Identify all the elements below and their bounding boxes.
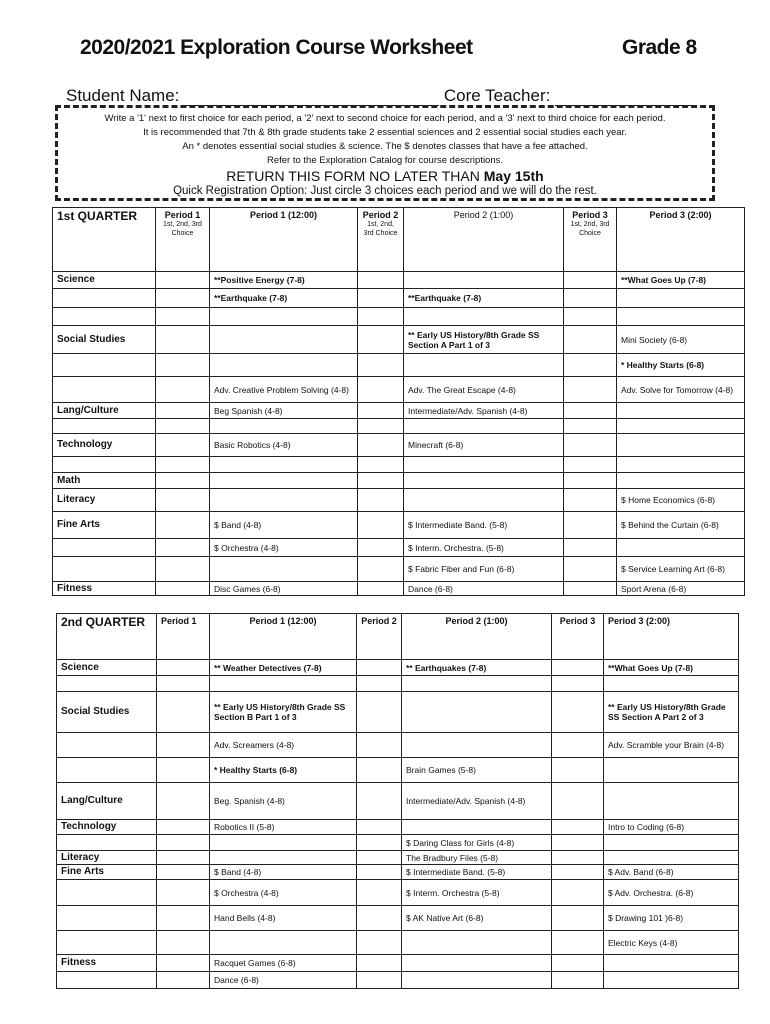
period-3-choice-header: Period 3 1st, 2nd, 3rd Choice	[564, 208, 617, 272]
period-1-choice-cell[interactable]	[157, 972, 210, 989]
period-2-choice-cell[interactable]	[357, 820, 402, 835]
period-2-course-cell	[404, 457, 564, 473]
period-3-choice-cell[interactable]	[552, 906, 604, 931]
period-3-choice-cell[interactable]	[552, 820, 604, 835]
period-3-choice-cell[interactable]	[552, 660, 604, 676]
period-2-choice-cell[interactable]	[358, 457, 404, 473]
period-2-course-cell	[402, 692, 552, 733]
period-2-choice-cell[interactable]	[357, 865, 402, 880]
period-3-course-cell	[617, 289, 745, 308]
table-row	[57, 906, 739, 931]
table-row	[53, 403, 745, 419]
period-1-choice-cell[interactable]	[156, 403, 210, 419]
period-3-course-cell	[604, 835, 739, 851]
period-2-course-cell	[404, 354, 564, 377]
period-3-course-cell: Adv. Solve for Tomorrow (4-8)	[617, 377, 745, 403]
period-1-course-cell: ** Weather Detectives (7-8)	[210, 660, 357, 676]
period-1-course-cell	[210, 473, 358, 489]
period-1-choice-cell[interactable]	[156, 434, 210, 457]
subject-cell: Literacy	[53, 489, 156, 512]
period-3-choice-cell[interactable]	[564, 582, 617, 596]
period-1-choice-cell[interactable]	[156, 557, 210, 582]
period-1-course-cell	[210, 557, 358, 582]
period-1-course-cell: Disc Games (6-8)	[210, 582, 358, 596]
period-3-course-cell: ** Early US History/8th Grade SS Section A Part 2 of 3	[604, 692, 739, 733]
period-3-course-cell	[617, 434, 745, 457]
period-1-course-cell: Adv. Creative Problem Solving (4-8)	[210, 377, 358, 403]
period-1-choice-cell[interactable]	[156, 289, 210, 308]
period-3-course-cell: **What Goes Up (7-8)	[604, 660, 739, 676]
period-2-choice-cell[interactable]	[357, 783, 402, 820]
subject-cell: Fine Arts	[53, 512, 156, 539]
subject-cell	[53, 377, 156, 403]
table-row	[53, 289, 745, 308]
period-2-course-cell	[402, 733, 552, 758]
period-1-course-cell	[210, 419, 358, 434]
period-2-course-cell	[404, 489, 564, 512]
period-3-choice-cell[interactable]	[552, 972, 604, 989]
period-2-choice-cell[interactable]	[358, 557, 404, 582]
period-1-course-cell: Racquet Games (6-8)	[210, 955, 357, 972]
subject-cell: Fitness	[57, 955, 157, 972]
period-3-choice-header: Period 3	[552, 614, 604, 660]
period-2-choice-cell[interactable]	[358, 512, 404, 539]
table-row	[57, 676, 739, 692]
period-2-choice-cell[interactable]	[358, 434, 404, 457]
period-3-course-cell	[604, 783, 739, 820]
subject-cell	[57, 972, 157, 989]
period-1-course-cell	[210, 457, 358, 473]
subject-cell	[57, 906, 157, 931]
period-3-course-cell: $ Home Economics (6-8)	[617, 489, 745, 512]
period-3-course-cell: * Healthy Starts (6-8)	[617, 354, 745, 377]
subject-cell: Social Studies	[53, 326, 156, 354]
instruction-line: An * denotes essential social studies & science. The $ denotes classes that have a fee attached.	[182, 141, 588, 152]
subject-cell	[53, 289, 156, 308]
period-3-choice-cell[interactable]	[552, 931, 604, 955]
period-2-course-cell	[402, 676, 552, 692]
period-3-choice-cell[interactable]	[552, 758, 604, 783]
name-line	[66, 86, 706, 106]
period-3-course-cell: **What Goes Up (7-8)	[617, 272, 745, 289]
period-2-choice-cell[interactable]	[357, 931, 402, 955]
instruction-line: It is recommended that 7th & 8th grade students take 2 essential sciences and 2 essential social studies each year.	[143, 127, 627, 138]
period-2-choice-cell[interactable]	[357, 733, 402, 758]
table-row	[53, 272, 745, 289]
period-1-course-cell: $ Orchestra (4-8)	[210, 880, 357, 906]
period-3-choice-cell[interactable]	[564, 457, 617, 473]
period-2-course-cell: Intermediate/Adv. Spanish (4-8)	[402, 783, 552, 820]
period-3-course-cell	[617, 457, 745, 473]
period-3-course-cell	[617, 539, 745, 557]
period-1-choice-cell[interactable]	[156, 457, 210, 473]
worksheet-title: 2020/2021 Exploration Course Worksheet	[80, 36, 473, 59]
subject-cell: Social Studies	[57, 692, 157, 733]
table-row	[57, 660, 739, 676]
period-2-course-cell	[402, 931, 552, 955]
table-row	[57, 851, 739, 865]
table-row	[57, 692, 739, 733]
return-date: May 15th	[483, 168, 544, 184]
period-3-choice-cell[interactable]	[564, 512, 617, 539]
period-2-course-cell	[402, 820, 552, 835]
period-3-course-cell	[617, 403, 745, 419]
period-1-choice-cell[interactable]	[156, 308, 210, 326]
period-1-course-cell: Beg. Spanish (4-8)	[210, 783, 357, 820]
table-row	[53, 419, 745, 434]
period-2-course-cell: Minecraft (6-8)	[404, 434, 564, 457]
period-3-choice-cell[interactable]	[552, 692, 604, 733]
period-3-choice-cell[interactable]	[552, 676, 604, 692]
period-3-course-cell	[604, 758, 739, 783]
period-1-choice-header: Period 1	[157, 614, 210, 660]
period-1-course-cell: ** Early US History/8th Grade SS Section B Part 1 of 3	[210, 692, 357, 733]
table-row	[53, 512, 745, 539]
period-2-course-cell: Brain Games (5-8)	[402, 758, 552, 783]
period-3-course-cell: $ Drawing 101 )6-8)	[604, 906, 739, 931]
subject-cell	[57, 733, 157, 758]
instruction-line: Refer to the Exploration Catalog for course descriptions.	[266, 155, 504, 166]
period-1-choice-cell[interactable]	[157, 865, 210, 880]
subject-cell: Technology	[53, 434, 156, 457]
period-3-choice-cell[interactable]	[564, 326, 617, 354]
period-3-course-cell	[617, 419, 745, 434]
period-3-choice-cell[interactable]	[552, 783, 604, 820]
table-row	[57, 820, 739, 835]
period-1-course-cell: $ Band (4-8)	[210, 865, 357, 880]
student-name-field[interactable]	[184, 89, 439, 106]
period-2-course-cell	[404, 419, 564, 434]
period-2-course-cell	[402, 955, 552, 972]
table-row	[53, 489, 745, 512]
period-2-course-cell: $ Intermediate Band. (5-8)	[404, 512, 564, 539]
period-1-choice-cell[interactable]	[156, 512, 210, 539]
period-2-choice-header: Period 2 1st, 2nd, 3rd Choice	[358, 208, 404, 272]
table-row	[57, 783, 739, 820]
period-1-choice-cell[interactable]	[156, 582, 210, 596]
table-row	[53, 377, 745, 403]
period-2-course-cell	[404, 473, 564, 489]
subject-cell	[53, 419, 156, 434]
period-1-course-cell: **Positive Energy (7-8)	[210, 272, 358, 289]
table-row	[57, 733, 739, 758]
subject-cell	[53, 457, 156, 473]
period-1-course-cell	[210, 835, 357, 851]
period-3-course-cell	[617, 473, 745, 489]
quarter-label: 2nd QUARTER	[57, 614, 157, 660]
period-2-course-cell: Adv. The Great Escape (4-8)	[404, 377, 564, 403]
table-row	[57, 931, 739, 955]
period-2-choice-cell[interactable]	[358, 308, 404, 326]
period-3-choice-cell[interactable]	[552, 835, 604, 851]
period-2-course-cell: $ Interm. Orchestra (5-8)	[402, 880, 552, 906]
period-1-header: Period 1 (12:00)	[210, 208, 358, 272]
period-3-choice-cell[interactable]	[552, 733, 604, 758]
period-1-course-cell	[210, 354, 358, 377]
subject-cell: Technology	[57, 820, 157, 835]
table-row	[57, 758, 739, 783]
period-2-course-cell: Intermediate/Adv. Spanish (4-8)	[404, 403, 564, 419]
period-1-choice-cell[interactable]	[157, 660, 210, 676]
period-2-course-cell: Dance (6-8)	[404, 582, 564, 596]
period-3-course-cell: $ Behind the Curtain (6-8)	[617, 512, 745, 539]
period-2-choice-cell[interactable]	[357, 880, 402, 906]
subject-cell: Fine Arts	[57, 865, 157, 880]
table-row	[53, 557, 745, 582]
return-deadline	[58, 168, 712, 185]
period-2-choice-cell[interactable]	[357, 955, 402, 972]
table-row	[53, 457, 745, 473]
period-3-choice-cell[interactable]	[564, 419, 617, 434]
period-2-choice-cell[interactable]	[357, 835, 402, 851]
period-3-course-cell	[604, 955, 739, 972]
period-2-course-cell: **Earthquake (7-8)	[404, 289, 564, 308]
quarter-2-table	[56, 613, 739, 989]
period-3-choice-cell[interactable]	[564, 354, 617, 377]
table-row	[53, 354, 745, 377]
quick-registration-note: Quick Registration Option: Just circle 3 choices each period and we will do the rest.	[173, 185, 597, 197]
period-1-choice-cell[interactable]	[157, 676, 210, 692]
period-2-course-cell: $ Fabric Fiber and Fun (6-8)	[404, 557, 564, 582]
table-header-row	[57, 614, 739, 660]
period-2-choice-cell[interactable]	[358, 272, 404, 289]
period-2-choice-cell[interactable]	[358, 403, 404, 419]
period-3-choice-cell[interactable]	[564, 489, 617, 512]
period-3-header: Period 3 (2:00)	[604, 614, 739, 660]
instruction-line: Write a '1' next to first choice for each period, a '2' next to second choice for each period, and a '3' next to third choice for each period.	[104, 113, 666, 124]
period-1-choice-header: Period 1 1st, 2nd, 3rd Choice	[156, 208, 210, 272]
period-1-course-cell: Beg Spanish (4-8)	[210, 403, 358, 419]
student-name-label: Student Name:	[66, 86, 180, 105]
period-2-choice-cell[interactable]	[358, 489, 404, 512]
table-row	[57, 835, 739, 851]
subject-cell: Literacy	[57, 851, 157, 865]
table-row	[53, 434, 745, 457]
period-3-choice-cell[interactable]	[552, 955, 604, 972]
period-1-course-cell: $ Orchestra (4-8)	[210, 539, 358, 557]
subject-cell: Math	[53, 473, 156, 489]
instructions-box	[55, 105, 715, 201]
period-2-choice-cell[interactable]	[358, 289, 404, 308]
subject-cell: Fitness	[53, 582, 156, 596]
period-3-course-cell: Mini Society (6-8)	[617, 326, 745, 354]
period-1-choice-cell[interactable]	[157, 835, 210, 851]
period-2-course-cell	[402, 972, 552, 989]
period-2-choice-cell[interactable]	[357, 851, 402, 865]
period-2-choice-cell[interactable]	[358, 354, 404, 377]
period-1-course-cell: **Earthquake (7-8)	[210, 289, 358, 308]
subject-cell	[57, 676, 157, 692]
period-2-choice-cell[interactable]	[358, 326, 404, 354]
subject-cell	[53, 557, 156, 582]
period-1-choice-cell[interactable]	[157, 955, 210, 972]
period-3-course-cell	[617, 308, 745, 326]
period-3-course-cell	[604, 851, 739, 865]
period-1-choice-cell[interactable]	[156, 473, 210, 489]
period-1-choice-cell[interactable]	[157, 733, 210, 758]
period-2-choice-cell[interactable]	[357, 758, 402, 783]
grade-label: Grade 8	[622, 36, 697, 59]
period-1-course-cell	[210, 931, 357, 955]
period-1-choice-cell[interactable]	[156, 539, 210, 557]
period-2-course-cell	[404, 308, 564, 326]
period-1-course-cell	[210, 489, 358, 512]
period-1-header: Period 1 (12:00)	[210, 614, 357, 660]
period-2-choice-cell[interactable]	[357, 660, 402, 676]
period-3-choice-cell[interactable]	[564, 403, 617, 419]
period-3-choice-cell[interactable]	[564, 272, 617, 289]
subject-cell	[57, 880, 157, 906]
period-2-course-cell: $ Intermediate Band. (5-8)	[402, 865, 552, 880]
return-text: RETURN THIS FORM NO LATER THAN	[226, 168, 480, 184]
period-1-choice-cell[interactable]	[156, 354, 210, 377]
core-teacher-label: Core Teacher:	[443, 86, 551, 105]
quarter-label: 1st QUARTER	[53, 208, 156, 272]
period-2-header: Period 2 (1:00)	[402, 614, 552, 660]
period-1-course-cell: Adv. Screamers (4-8)	[210, 733, 357, 758]
period-1-choice-cell[interactable]	[157, 820, 210, 835]
period-1-choice-cell[interactable]	[156, 489, 210, 512]
subject-cell	[53, 354, 156, 377]
period-3-header: Period 3 (2:00)	[617, 208, 745, 272]
table-row	[57, 865, 739, 880]
period-1-course-cell: * Healthy Starts (6-8)	[210, 758, 357, 783]
subject-cell: Science	[57, 660, 157, 676]
period-3-choice-cell[interactable]	[552, 880, 604, 906]
table-header-row	[53, 208, 745, 272]
period-2-choice-cell[interactable]	[357, 692, 402, 733]
period-3-course-cell: Electric Keys (4-8)	[604, 931, 739, 955]
subject-cell	[57, 931, 157, 955]
period-3-choice-cell[interactable]	[564, 434, 617, 457]
subject-cell	[57, 758, 157, 783]
quarter-1-table	[52, 207, 745, 596]
period-1-choice-cell[interactable]	[157, 692, 210, 733]
period-1-choice-cell[interactable]	[157, 931, 210, 955]
period-3-course-cell: Intro to Coding (6-8)	[604, 820, 739, 835]
period-3-choice-cell[interactable]	[564, 377, 617, 403]
subject-cell	[57, 835, 157, 851]
period-2-choice-cell[interactable]	[357, 676, 402, 692]
period-1-course-cell: Hand Bells (4-8)	[210, 906, 357, 931]
period-3-choice-cell[interactable]	[564, 557, 617, 582]
period-3-choice-cell[interactable]	[564, 289, 617, 308]
period-2-course-cell	[404, 272, 564, 289]
subject-cell	[53, 308, 156, 326]
period-2-choice-cell[interactable]	[358, 582, 404, 596]
period-1-choice-cell[interactable]	[156, 419, 210, 434]
period-1-choice-cell[interactable]	[156, 272, 210, 289]
period-2-course-cell: ** Early US History/8th Grade SS Section A Part 1 of 3	[404, 326, 564, 354]
period-2-choice-cell[interactable]	[357, 906, 402, 931]
subject-cell: Lang/Culture	[57, 783, 157, 820]
period-3-choice-cell[interactable]	[564, 539, 617, 557]
period-2-choice-cell[interactable]	[358, 419, 404, 434]
period-3-choice-cell[interactable]	[552, 865, 604, 880]
period-1-course-cell	[210, 851, 357, 865]
period-2-course-cell: The Bradbury Files (5-8)	[402, 851, 552, 865]
subject-cell	[53, 539, 156, 557]
period-2-choice-header: Period 2	[357, 614, 402, 660]
period-1-course-cell	[210, 676, 357, 692]
period-2-choice-cell[interactable]	[358, 539, 404, 557]
table-row	[53, 326, 745, 354]
period-1-choice-cell[interactable]	[157, 783, 210, 820]
period-3-course-cell: Sport Arena (6-8)	[617, 582, 745, 596]
period-1-course-cell	[210, 308, 358, 326]
subject-cell: Science	[53, 272, 156, 289]
table-row	[53, 308, 745, 326]
period-2-course-cell: $ Interm. Orchestra. (5-8)	[404, 539, 564, 557]
period-3-course-cell: $ Service Learning Art (6-8)	[617, 557, 745, 582]
period-1-choice-cell[interactable]	[157, 880, 210, 906]
period-3-choice-cell[interactable]	[552, 851, 604, 865]
subject-cell: Lang/Culture	[53, 403, 156, 419]
period-3-course-cell	[604, 676, 739, 692]
period-1-course-cell: $ Band (4-8)	[210, 512, 358, 539]
period-3-course-cell: $ Adv. Orchestra. (6-8)	[604, 880, 739, 906]
table-row	[57, 972, 739, 989]
period-2-choice-cell[interactable]	[358, 377, 404, 403]
period-2-course-cell: $ Daring Class for Girls (4-8)	[402, 835, 552, 851]
period-3-course-cell: $ Adv. Band (6-8)	[604, 865, 739, 880]
period-3-choice-cell[interactable]	[564, 473, 617, 489]
period-1-choice-cell[interactable]	[157, 851, 210, 865]
period-2-course-cell: $ AK Native Art (6-8)	[402, 906, 552, 931]
table-row	[53, 539, 745, 557]
period-1-choice-cell[interactable]	[156, 377, 210, 403]
core-teacher-field[interactable]	[555, 89, 697, 106]
period-1-course-cell	[210, 326, 358, 354]
period-3-course-cell: Adv. Scramble your Brain (4-8)	[604, 733, 739, 758]
period-1-choice-cell[interactable]	[157, 906, 210, 931]
period-1-course-cell: Dance (6-8)	[210, 972, 357, 989]
period-2-header: Period 2 (1:00)	[404, 208, 564, 272]
period-1-course-cell: Robotics II (5-8)	[210, 820, 357, 835]
period-2-choice-cell[interactable]	[357, 972, 402, 989]
period-1-choice-cell[interactable]	[157, 758, 210, 783]
table-row	[57, 880, 739, 906]
period-2-choice-cell[interactable]	[358, 473, 404, 489]
period-3-course-cell	[604, 972, 739, 989]
table-row	[53, 582, 745, 596]
table-row	[53, 473, 745, 489]
period-1-course-cell: Basic Robotics (4-8)	[210, 434, 358, 457]
period-1-choice-cell[interactable]	[156, 326, 210, 354]
period-2-course-cell: ** Earthquakes (7-8)	[402, 660, 552, 676]
table-row	[57, 955, 739, 972]
period-3-choice-cell[interactable]	[564, 308, 617, 326]
